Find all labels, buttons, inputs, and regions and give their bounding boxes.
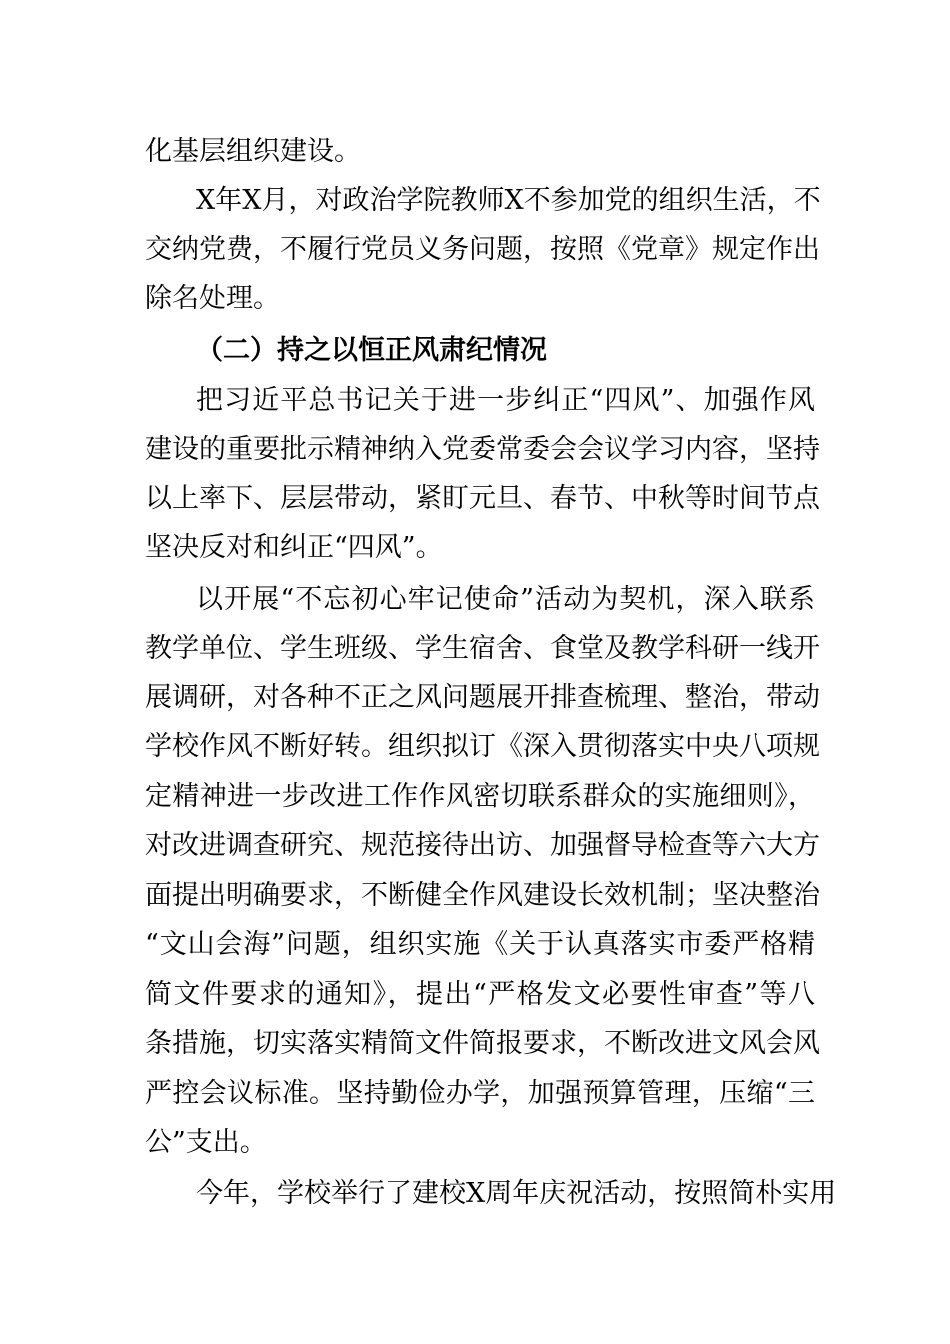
paragraph-4-line-2: 教学单位、学生班级、学生宿舍、食堂及教学科研一线开 xyxy=(145,633,820,664)
paragraph-4-line-8: “文山会海”问题，组织实施《关于认真落实市委严格精 xyxy=(145,929,815,960)
paragraph-4-line-10: 条措施，切实落实精简文件简报要求，不断改进文风会风 xyxy=(145,1028,820,1059)
paragraph-4-line-4: 学校作风不断好转。组织拟订《深入贯彻落实中央八项规 xyxy=(145,731,820,762)
paragraph-3-line-4: 坚决反对和纠正“四风”。 xyxy=(145,532,443,563)
paragraph-3-line-1: 把习近平总书记关于进一步纠正“四风”、加强作风 xyxy=(196,385,815,416)
paragraph-4-line-6: 对改进调查研究、规范接待出访、加强督导检查等六大方 xyxy=(145,830,820,861)
paragraph-3-line-3: 以上率下、层层带动，紧盯元旦、春节、中秋等时间节点 xyxy=(145,483,820,514)
paragraph-4-line-5: 定精神进一步改进工作作风密切联系群众的实施细则》， xyxy=(145,781,815,812)
paragraph-4-line-3: 展调研，对各种不正之风问题展开排查梳理、整治，带动 xyxy=(145,682,820,713)
paragraph-3-line-2: 建设的重要批示精神纳入党委常委会会议学习内容，坚持 xyxy=(145,434,820,465)
paragraph-2-line-2: 交纳党费，不履行党员义务问题，按照《党章》规定作出 xyxy=(145,234,820,265)
paragraph-4-line-7: 面提出明确要求，不断健全作风建设长效机制；坚决整治 xyxy=(145,880,820,911)
section-heading: （二）持之以恒正风肃纪情况 xyxy=(196,335,547,366)
paragraph-4-line-9: 简文件要求的通知》，提出“严格发文必要性审查”等八 xyxy=(145,979,815,1010)
paragraph-4-line-12: 公”支出。 xyxy=(145,1127,267,1158)
paragraph-4-line-11: 严控会议标准。坚持勤俭办学，加强预算管理，压缩“三 xyxy=(145,1078,815,1109)
paragraph-2-line-3: 除名处理。 xyxy=(145,283,280,314)
paragraph-4-line-1: 以开展“不忘初心牢记使命”活动为契机，深入联系 xyxy=(196,584,815,615)
paragraph-5-line-1: 今年，学校举行了建校X周年庆祝活动，按照简朴实用 xyxy=(196,1178,837,1209)
paragraph-1-line-1: 化基层组织建设。 xyxy=(145,136,361,167)
paragraph-2-line-1: X年X月，对政治学院教师X不参加党的组织生活，不 xyxy=(196,185,821,216)
